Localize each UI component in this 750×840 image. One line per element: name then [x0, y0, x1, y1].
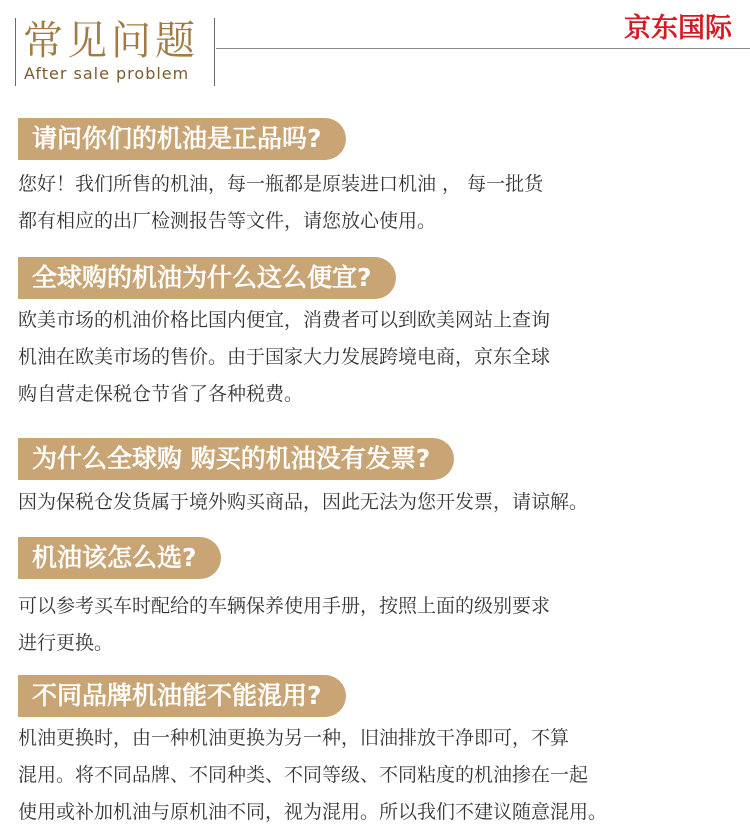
- faq-answer-line: 混用。将不同品牌、不同种类、不同等级、不同粘度的机油掺在一起: [18, 764, 589, 786]
- faq-answer-line: 进行更换。: [18, 632, 114, 654]
- faq-answer-line: 欧美市场的机油价格比国内便宜，消费者可以到欧美网站上查询: [18, 309, 551, 331]
- faq-answer-line: 可以参考买车时配给的车辆保养使用手册，按照上面的级别要求: [18, 595, 551, 617]
- faq-question-5: 不同品牌机油能不能混用?: [18, 675, 346, 717]
- faq-answer-1: [18, 166, 738, 240]
- faq-answer-line: 机油更换时，由一种机油更换为另一种，旧油排放干净即可，不算: [18, 727, 570, 749]
- faq-answer-3: [18, 484, 738, 521]
- faq-answer-line: 购自营走保税仓节省了各种税费。: [18, 383, 304, 405]
- page-header: [0, 0, 750, 100]
- faq-question-1: 请问你们的机油是正品吗?: [18, 118, 346, 160]
- faq-question-3: 为什么全球购 购买的机油没有发票?: [18, 438, 454, 480]
- faq-answer-line: 都有相应的出厂检测报告等文件，请您放心使用。: [18, 210, 437, 232]
- header-right-divider: [214, 18, 215, 86]
- faq-question-4: 机油该怎么选?: [18, 537, 221, 579]
- header-left-divider: [15, 18, 16, 86]
- brand-logo: 京东国际: [616, 14, 740, 44]
- faq-answer-line: 使用或补加机油与原机油不同，视为混用。所以我们不建议随意混用。: [18, 801, 608, 823]
- faq-answer-5: [18, 720, 738, 831]
- faq-answer-line: 因为保税仓发货属于境外购买商品，因此无法为您开发票，请谅解。: [18, 491, 589, 513]
- faq-answer-4: [18, 588, 738, 662]
- faq-question-2: 全球购的机油为什么这么便宜?: [18, 257, 396, 299]
- faq-answer-2: [18, 302, 738, 413]
- page-title: 常见问题: [23, 18, 199, 64]
- faq-answer-line: 您好！我们所售的机油，每一瓶都是原装进口机油 ， 每一批货: [18, 173, 544, 195]
- header-horizontal-rule: [216, 48, 750, 49]
- faq-answer-line: 机油在欧美市场的售价。由于国家大力发展跨境电商，京东全球: [18, 346, 551, 368]
- page-subtitle: After sale problem: [24, 64, 190, 83]
